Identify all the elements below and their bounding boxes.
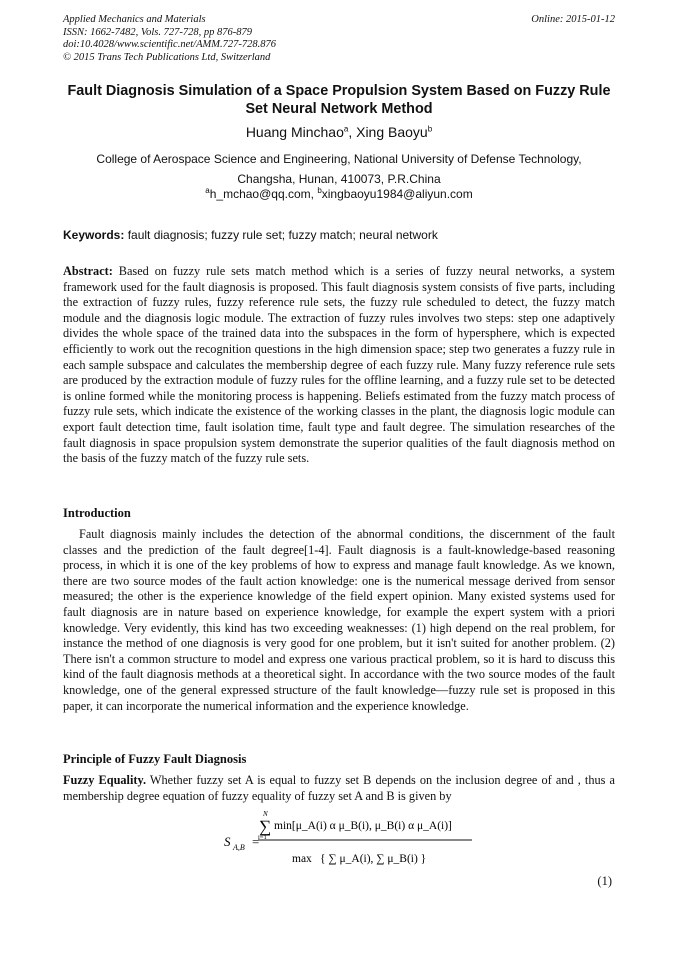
fuzzy-equality-label: Fuzzy Equality. bbox=[63, 773, 147, 787]
abstract-paragraph bbox=[63, 264, 615, 467]
sum-upper-limit: N bbox=[263, 810, 268, 818]
author-mark: a bbox=[343, 124, 349, 134]
equation-equals: = bbox=[252, 834, 260, 849]
section-heading-principle: Principle of Fuzzy Fault Diagnosis bbox=[63, 752, 247, 766]
journal-name: Applied Mechanics and Materials bbox=[63, 14, 206, 25]
section-heading-introduction: Introduction bbox=[63, 506, 131, 520]
journal-header bbox=[63, 14, 615, 64]
equation-lhs-sub: A,B bbox=[233, 843, 245, 852]
equation-graphic bbox=[222, 808, 482, 874]
author-mark: b bbox=[427, 124, 433, 134]
equation-numerator: min[μ_A(i) α μ_B(i), μ_B(i) α μ_A(i)] bbox=[274, 820, 452, 832]
author-name: Huang Minchao bbox=[245, 124, 344, 140]
author-line bbox=[0, 124, 678, 140]
equation-number: (1) bbox=[597, 874, 612, 888]
sum-lower-limit: i=1 bbox=[258, 834, 267, 841]
online-date: Online: 2015-01-12 bbox=[531, 14, 615, 25]
paper-title: Fault Diagnosis Simulation of a Space Propulsion System Based on Fuzzy Rule Set Neural Network Method bbox=[67, 83, 611, 117]
equation-lhs: S bbox=[224, 834, 231, 849]
copyright-line: © 2015 Trans Tech Publications Ltd, Switzerland bbox=[63, 51, 271, 63]
sum-symbol: ∑ bbox=[259, 817, 272, 836]
email-address: xingbaoyu1984@aliyun.com bbox=[321, 187, 473, 201]
abstract-label: Abstract: bbox=[63, 264, 113, 278]
abstract-text: Based on fuzzy rule sets match method which is a series of fuzzy neural networks, a system framework used for the fault diagnosis is proposed. This fault diagnosis system consists of five parts, including the extraction of fuzzy rules, fuzzy reference rule sets, the fuzzy rule scheduled to detect, the fuzzy match module and the diagnosis logic module. The extraction of fuzzy rules involves two steps: step one adaptively divides the whole space of the trained data into the subspaces in the form of hypersphere, which is expected efficiently to work out the recognition questions in the high dimension space; step two generates a fuzzy rule in each sample subspace and calculates the membership degree of each fuzzy rule. Many fuzzy reference rule sets are produced by the extraction module of fuzzy rules for the offline learning, and a fuzzy rule set to be detected is online formed while the monitoring process is happening. Beliefs estimated from the fuzzy match process of fuzzy rule sets, which indicate the existence of the working classes in the plant, the diagnosis logic module can export fault detection time, fault isolation time, fault type and fault degree. The simulation researches of the fault diagnosis in space propulsion system demonstrate the superior qualities of the fault diagnosis method on the basis of the fuzzy match of the fuzzy rule sets. bbox=[63, 264, 615, 466]
email-address: h_mchao@qq.com, bbox=[209, 187, 318, 201]
equation-denominator: { ∑ μ_A(i), ∑ μ_B(i) } bbox=[320, 853, 427, 865]
author-emails bbox=[0, 187, 678, 201]
fuzzy-equality-text: Whether fuzzy set A is equal to fuzzy set B depends on the inclusion degree of and , thus a membership degree equation of fuzzy equality of fuzzy set A and B is given by bbox=[63, 773, 615, 803]
email-mark: a bbox=[205, 186, 210, 195]
affiliation bbox=[60, 149, 618, 189]
keywords-text: fault diagnosis; fuzzy rule set; fuzzy match; neural network bbox=[124, 228, 438, 242]
keywords-label: Keywords: bbox=[63, 228, 125, 242]
email-mark: b bbox=[317, 186, 322, 195]
equation-1 bbox=[222, 808, 482, 874]
keywords bbox=[63, 228, 615, 242]
affiliation-line: Changsha, Hunan, 410073, P.R.China bbox=[237, 172, 441, 186]
fuzzy-equality-paragraph bbox=[63, 773, 615, 804]
introduction-paragraph: Fault diagnosis mainly includes the detection of the abnormal conditions, the discernment of the fault classes and the prediction of the fault degree[1-4]. Fault diagnosis is a fault-knowledge-based reasoning process, in which it is one of the key problems of how to express and manage fault knowledge. As we known, there are two source modes of the fault action knowledge: one is the numerical message derived from sensor measured; the other is the experience knowledge of the field expert opinion. Many existed systems used for fault diagnosis are in nature based on experience knowledge, for example the expert system with a priori knowledge. Very evidently, this kind has two exceeding weaknesses: (1) high depend on the real problem, for instance the method of one diagnosis is very good for one problem, but it isn't suited for another problem. (2) There isn't a common structure to model and express one various practical problem, so it is hard to discuss this kind of the fault diagnosis methods at a theoretical sight. In accordance with the two source modes of the fault knowledge, one of the general expressed structure of the fault knowledge—fuzzy rule set is proposed in this paper, it can incorporate the numerical information and the experience knowledge. bbox=[63, 527, 615, 713]
affiliation-line: College of Aerospace Science and Engineering, National University of Defense Technology, bbox=[96, 152, 582, 166]
equation-denominator-max: max bbox=[292, 853, 312, 865]
issn-line: ISSN: 1662-7482, Vols. 727-728, pp 876-879 bbox=[63, 26, 252, 38]
author-name: Xing Baoyu bbox=[356, 124, 428, 140]
doi-line: doi:10.4028/www.scientific.net/AMM.727-728.876 bbox=[63, 39, 276, 50]
author-separator: , bbox=[348, 124, 357, 140]
